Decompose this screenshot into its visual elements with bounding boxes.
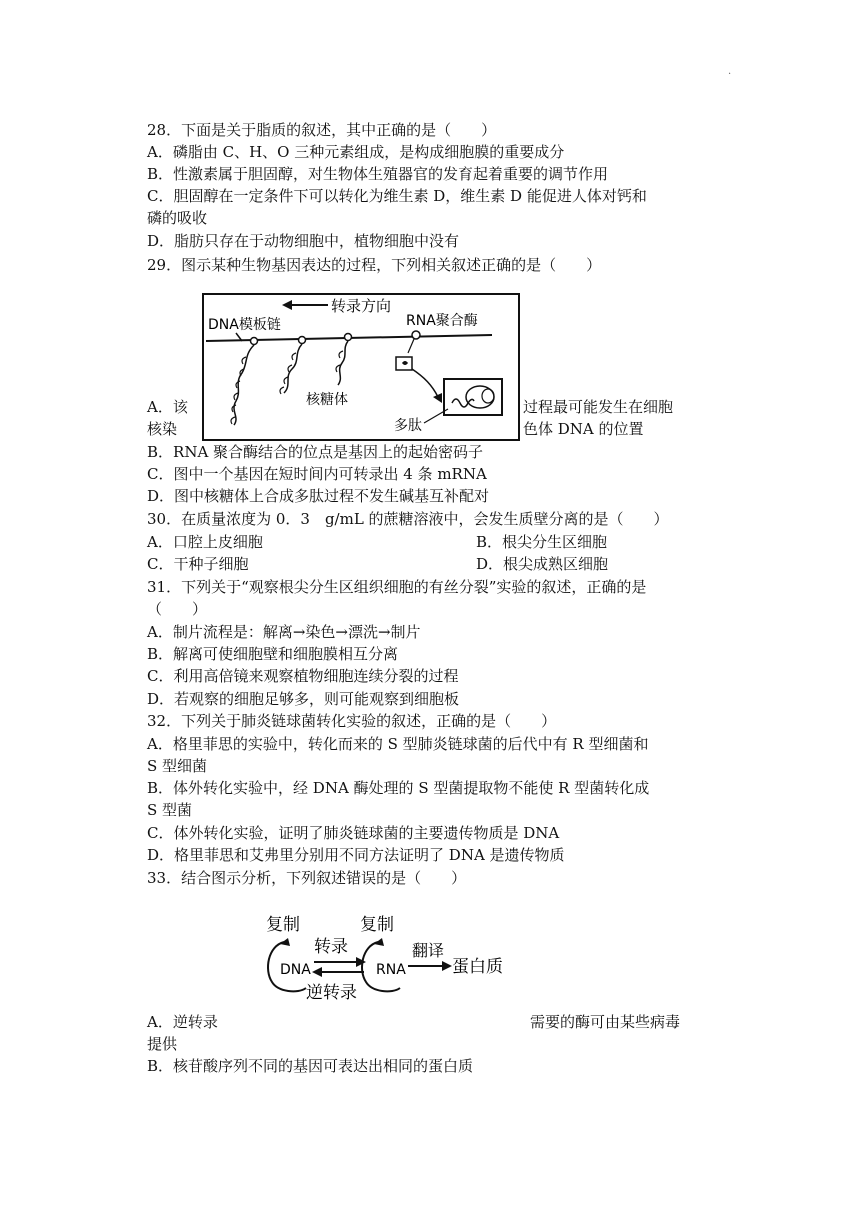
dna-node: DNA xyxy=(280,962,311,978)
q32-option-c: C．体外转化实验，证明了肺炎链球菌的主要遗传物质是 DNA xyxy=(147,824,560,842)
transcription-label: 转录 xyxy=(314,937,348,957)
q31-option-b: B．解离可使细胞壁和细胞膜相互分离 xyxy=(147,645,399,663)
q32-option-a-cont: S 型细菌 xyxy=(147,757,208,775)
peptide-label: 多肽 xyxy=(394,418,422,434)
q33-option-a-left: A．逆转录 xyxy=(147,1013,218,1031)
q28-stem: 28．下面是关于脂质的叙述，其中正确的是（ ） xyxy=(147,121,497,139)
rna-polymerase-label: RNA聚合酶 xyxy=(406,313,478,329)
protein-node: 蛋白质 xyxy=(452,957,503,977)
q31-option-c: C．利用高倍镜来观察植物细胞连续分裂的过程 xyxy=(147,667,459,685)
rna-node: RNA xyxy=(376,962,406,978)
q29-option-d: D．图中核糖体上合成多肽过程不发生碱基互补配对 xyxy=(147,487,490,505)
q33-option-a-right: 需要的酶可由某些病毒 xyxy=(530,1013,681,1031)
direction-label: 转录方向 xyxy=(331,297,392,315)
q33-stem: 33．结合图示分析，下列叙述错误的是（ ） xyxy=(147,869,467,887)
gene-expression-figure xyxy=(202,293,520,441)
q29-option-a-left-cont: 核染 xyxy=(147,420,178,438)
q30-option-d: D．根尖成熟区细胞 xyxy=(476,555,609,573)
rna-replication-label: 复制 xyxy=(360,915,394,935)
central-dogma-figure xyxy=(262,906,510,1010)
q32-option-b: B．体外转化实验中，经 DNA 酶处理的 S 型菌提取物不能使 R 型菌转化成 xyxy=(147,779,650,797)
dna-template-label: DNA模板链 xyxy=(208,317,281,333)
ribosome-label: 核糖体 xyxy=(306,392,348,408)
rna-polymerase-mark xyxy=(412,331,420,339)
q31-stem: 31．下列关于“观察根尖分生区组织细胞的有丝分裂”实验的叙述，正确的是 xyxy=(147,578,647,596)
q32-option-d: D．格里菲思和艾弗里分别用不同方法证明了 DNA 是遗传物质 xyxy=(147,846,565,864)
q28-option-a: A．磷脂由 C、H、O 三种元素组成，是构成细胞膜的重要成分 xyxy=(147,143,565,161)
q30-stem: 30．在质量浓度为 0．3 g/mL 的蔗糖溶液中，会发生质壁分离的是（ ） xyxy=(147,510,669,528)
q28-option-c-cont: 磷的吸收 xyxy=(147,209,208,227)
mrna-strand-2 xyxy=(284,344,302,393)
q31-option-a: A．制片流程是：解离→染色→漂洗→制片 xyxy=(147,623,421,641)
dna-replication-label: 复制 xyxy=(266,915,300,935)
q32-stem: 32．下列关于肺炎链球菌转化实验的叙述，正确的是（ ） xyxy=(147,712,557,730)
q29-option-a-right-cont: 色体 DNA 的位置 xyxy=(523,420,644,438)
q29-option-b: B．RNA 聚合酶结合的位点是基因上的起始密码子 xyxy=(147,443,484,461)
q28-option-c: C．胆固醇在一定条件下可以转化为维生素 D，维生素 D 能促进人体对钙和 xyxy=(147,187,647,205)
mrna-strand-1 xyxy=(234,345,254,425)
q28-option-d: D．脂肪只存在于动物细胞中，植物细胞中没有 xyxy=(147,232,460,250)
q29-stem: 29．图示某种生物基因表达的过程，下列相关叙述正确的是（ ） xyxy=(147,256,602,274)
q33-option-a-cont: 提供 xyxy=(147,1035,178,1053)
reverse-transcription-label: 逆转录 xyxy=(306,983,357,1003)
q29-option-a-right: 过程最可能发生在细胞 xyxy=(523,398,674,416)
q30-option-a: A．口腔上皮细胞 xyxy=(147,533,263,551)
q29-option-c: C．图中一个基因在短时间内可转录出 4 条 mRNA xyxy=(147,465,487,483)
corner-mark: . xyxy=(728,66,732,77)
q29-option-a-left: A．该 xyxy=(147,398,188,416)
q31-option-d: D．若观察的细胞足够多，则可能观察到细胞板 xyxy=(147,690,460,708)
translation-label: 翻译 xyxy=(412,941,445,960)
q33-option-b: B．核苷酸序列不同的基因可表达出相同的蛋白质 xyxy=(147,1057,474,1075)
q30-option-c: C．干种子细胞 xyxy=(147,555,249,573)
q30-option-b: B．根尖分生区细胞 xyxy=(476,533,608,551)
mrna-strand-3 xyxy=(338,341,348,385)
q31-stem-cont: （ ） xyxy=(147,600,208,618)
q32-option-b-cont: S 型菌 xyxy=(147,801,193,819)
q32-option-a: A．格里菲思的实验中，转化而来的 S 型肺炎链球菌的后代中有 R 型细菌和 xyxy=(147,735,649,753)
q28-option-b: B．性激素属于胆固醇，对生物体生殖器官的发育起着重要的调节作用 xyxy=(147,165,609,183)
